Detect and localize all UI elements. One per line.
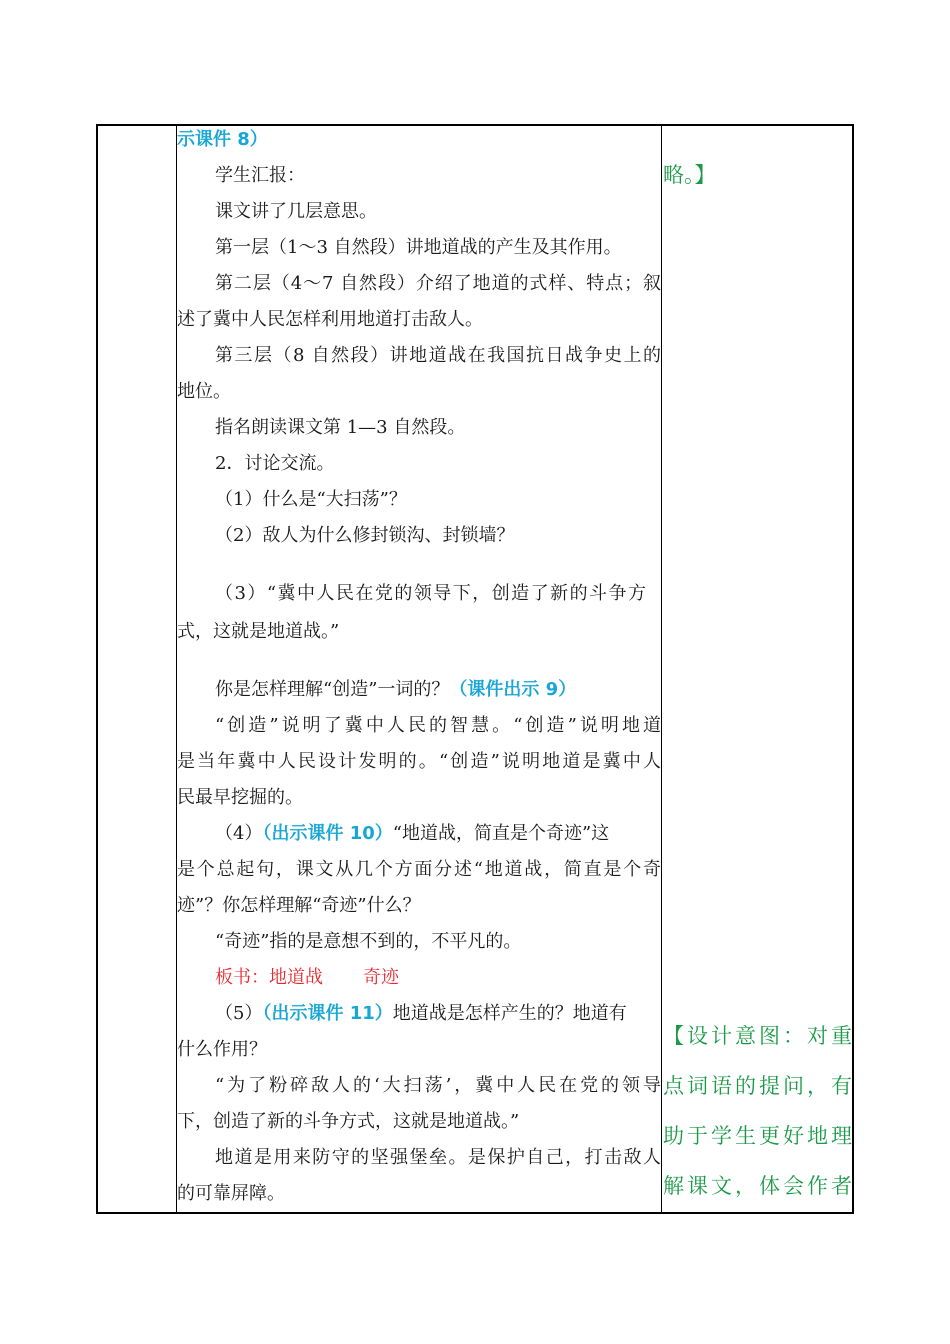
design-note-end: 略。】 xyxy=(663,163,716,187)
question-number: （4） xyxy=(215,823,263,844)
text-line: 是个总起句，课文从几个方面分述“地道战，简直是个奇 xyxy=(177,859,661,880)
question-text: 你是怎样理解“创造”一词的？ xyxy=(215,679,450,700)
text-line: 下，创造了新的斗争方式，这就是地道战。” xyxy=(177,1111,520,1132)
text-line: 民最早挖掘的。 xyxy=(177,787,303,808)
section-heading: 2．讨论交流。 xyxy=(215,453,335,474)
blackboard-label: 板书：地道战 xyxy=(215,967,323,988)
student-report-label: 学生汇报： xyxy=(215,165,305,186)
design-note-line: 助于学生更好地理 xyxy=(663,1124,852,1148)
text-line: 什么作用？ xyxy=(177,1039,267,1060)
text-line: 迹”？你怎样理解“奇迹”什么？ xyxy=(177,895,421,916)
text-line: 地位。 xyxy=(177,381,231,402)
text-line: 是当年冀中人民设计发明的。“创造”说明地道是冀中人 xyxy=(177,751,661,772)
text-line: “创造”说明了冀中人民的智慧。“创造”说明地道 xyxy=(215,715,661,736)
question-1: （1）什么是“大扫荡”？ xyxy=(215,489,407,510)
question-3: （3）“冀中人民在党的领导下，创造了新的斗争方 xyxy=(215,583,646,604)
text-line: “奇迹”指的是意想不到的，不平凡的。 xyxy=(215,931,522,952)
question-create xyxy=(215,679,699,701)
design-note-line: 【设计意图：对重 xyxy=(663,1024,852,1048)
courseware-ref-9: （课件出示 9） xyxy=(449,679,577,700)
question-2: （2）敌人为什么修封锁沟、封锁墙？ xyxy=(215,525,515,546)
text-line: 的可靠屏障。 xyxy=(177,1183,285,1204)
question-4 xyxy=(215,823,699,845)
text-line: 指名朗读课文第 1—3 自然段。 xyxy=(215,417,466,438)
blackboard-keyword: 奇迹 xyxy=(363,967,399,988)
text-line: “为了粉碎敌人的‘大扫荡’，冀中人民在党的领导 xyxy=(215,1075,661,1096)
courseware-ref-11: （出示课件 11） xyxy=(262,1003,393,1024)
blackboard-note xyxy=(215,967,699,989)
design-note-line: 点词语的提问，有 xyxy=(663,1074,852,1098)
design-note-line: 解课文，体会作者 xyxy=(663,1174,852,1198)
text-line: 述了冀中人民怎样利用地道打击敌人。 xyxy=(177,309,483,330)
question-text: 地道战是怎样产生的？地道有 xyxy=(392,1003,627,1024)
column-divider-right xyxy=(661,126,662,1212)
text-line: 式，这就是地道战。” xyxy=(177,621,340,642)
text-line: 地道是用来防守的坚强堡垒。是保护自己，打击敌人 xyxy=(215,1147,661,1168)
question-number: （5） xyxy=(215,1003,263,1024)
question-5 xyxy=(215,1003,699,1025)
courseware-ref-8: 示课件 8） xyxy=(177,129,268,150)
question-text: “地道战，简直是个奇迹”这 xyxy=(392,823,610,844)
courseware-ref-10: （出示课件 10） xyxy=(262,823,393,844)
text-line: 第三层（8 自然段）讲地道战在我国抗日战争史上的 xyxy=(215,345,661,366)
text-line: 第一层（1～3 自然段）讲地道战的产生及其作用。 xyxy=(215,237,622,258)
text-line: 第二层（4～7 自然段）介绍了地道的式样、特点；叙 xyxy=(215,273,661,294)
text-line: 课文讲了几层意思。 xyxy=(215,201,377,222)
